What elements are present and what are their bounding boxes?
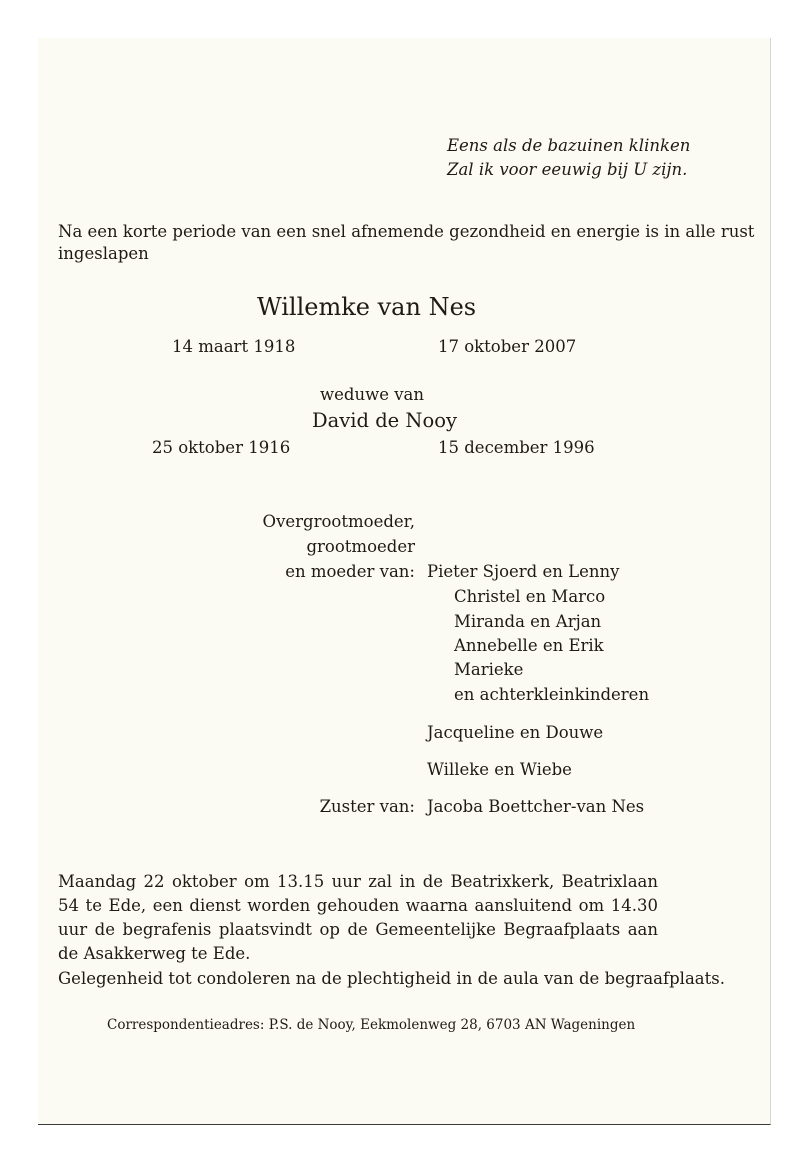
child-2: Jacqueline en Douwe xyxy=(427,723,604,742)
family-label-2: grootmoeder xyxy=(306,537,415,556)
grandchild-2: Miranda en Arjan xyxy=(454,612,602,631)
family-label-1: Overgrootmoeder, xyxy=(262,512,415,531)
sister-label: Zuster van: xyxy=(319,797,415,816)
spouse-birth-date: 25 oktober 1916 xyxy=(152,438,291,457)
grandchild-1: Christel en Marco xyxy=(454,587,606,606)
sister-name: Jacoba Boettcher-van Nes xyxy=(427,797,645,816)
verse-line-1: Eens als de bazuinen klinken xyxy=(447,136,691,155)
deceased-name: Willemke van Nes xyxy=(257,293,477,321)
correspondence-address: Correspondentieadres: P.S. de Nooy, Eekmolenweg 28, 6703 AN Wageningen xyxy=(107,1017,636,1033)
deceased-birth-date: 14 maart 1918 xyxy=(172,337,296,356)
verse-line-2: Zal ik voor eeuwig bij U zijn. xyxy=(447,160,688,179)
intro-line-2: ingeslapen xyxy=(58,244,149,263)
grandchild-4: Marieke xyxy=(454,660,524,679)
spouse-name: David de Nooy xyxy=(312,409,457,432)
grandchild-3: Annebelle en Erik xyxy=(454,636,604,655)
deceased-death-date: 17 oktober 2007 xyxy=(438,337,577,356)
child-3: Willeke en Wiebe xyxy=(427,760,572,779)
spouse-death-date: 15 december 1996 xyxy=(438,438,595,457)
grandchild-5: en achterkleinkinderen xyxy=(454,685,650,704)
intro-line-1: Na een korte periode van een snel afnemende gezondheid en energie is in alle rust xyxy=(58,222,755,241)
spouse-relation: weduwe van xyxy=(320,385,424,404)
service-announcement: Maandag 22 oktober om 13.15 uur zal in de Beatrixkerk, Beatrixlaan 54 te Ede, een dienst worden gehouden waarna aansluitend om 14.30 uur de begrafenis plaatsvindt op de Gemeentelijke Begraafplaats aan de Asakkerweg te Ede. xyxy=(58,872,658,963)
family-label-3: en moeder van: xyxy=(285,562,415,581)
condolence-text: Gelegenheid tot condoleren na de plechtigheid in de aula van de begraafplaats. xyxy=(58,969,725,988)
child-1: Pieter Sjoerd en Lenny xyxy=(427,562,620,581)
